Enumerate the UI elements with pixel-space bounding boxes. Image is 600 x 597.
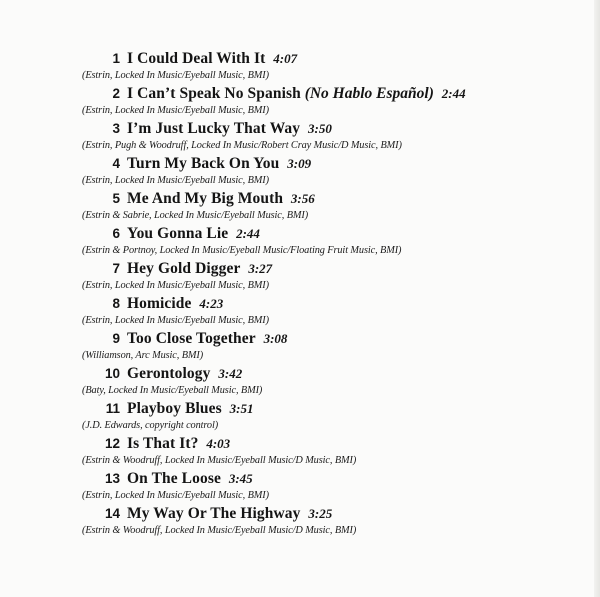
track-title: Me And My Big Mouth [127,190,284,207]
track-time: 2:44 [441,86,466,101]
track-title: Playboy Blues [127,400,222,417]
track-number: 7 [112,261,120,276]
track-title: Too Close Together [127,330,256,347]
track-credit: (Estrin, Pugh & Woodruff, Locked In Music/Robert Cray Music/D Music, BMI) [82,140,402,151]
track-number: 9 [112,331,120,346]
track-credit: (Estrin, Locked In Music/Eyeball Music, BMI) [82,280,269,291]
track-6 [82,225,582,260]
track-number: 12 [104,436,120,451]
track-time: 4:23 [199,296,224,311]
track-10 [82,365,582,400]
track-number: 13 [104,471,120,486]
track-credit: (Estrin, Locked In Music/Eyeball Music, BMI) [82,490,269,501]
track-credit: (Estrin, Locked In Music/Eyeball Music, BMI) [82,175,269,186]
track-credit: (J.D. Edwards, copyright control) [82,420,219,431]
track-time: 3:45 [228,471,253,486]
track-number: 8 [112,296,120,311]
track-title: Homicide [127,295,192,312]
track-credit: (Estrin & Portnoy, Locked In Music/Eyeball Music/Floating Fruit Music, BMI) [82,245,402,256]
track-number: 14 [104,506,120,521]
track-4 [82,155,582,190]
track-1 [82,50,582,85]
track-5 [82,190,582,225]
track-number: 3 [112,121,120,136]
page-edge [594,0,600,597]
track-time: 3:42 [218,366,243,381]
track-time: 3:09 [287,156,312,171]
track-time: 3:08 [263,331,288,346]
track-title: You Gonna Lie [127,225,229,242]
track-2 [82,85,582,120]
track-7 [82,260,582,295]
track-14 [82,505,582,540]
track-credit: (Estrin, Locked In Music/Eyeball Music, BMI) [82,105,269,116]
track-3 [82,120,582,155]
track-number: 4 [112,156,120,171]
track-number: 6 [112,226,120,241]
track-credit: (Estrin, Locked In Music/Eyeball Music, BMI) [82,315,269,326]
track-title: I Could Deal With It [127,50,266,67]
track-credit: (Estrin & Woodruff, Locked In Music/Eyeball Music/D Music, BMI) [82,525,357,536]
track-time: 3:50 [308,121,332,136]
track-13 [82,470,582,505]
track-time: 3:56 [290,191,315,206]
track-time: 3:25 [308,506,333,521]
track-title: I Can’t Speak No Spanish [127,85,301,102]
track-11 [82,400,582,435]
track-title: Hey Gold Digger [127,260,241,277]
track-9 [82,330,582,365]
track-credit: (Estrin & Sabrie, Locked In Music/Eyeball Music, BMI) [82,210,309,221]
track-12 [82,435,582,470]
track-time: 3:51 [229,401,254,416]
track-title: On The Loose [127,470,221,487]
track-8 [82,295,582,330]
track-credit: (Baty, Locked In Music/Eyeball Music, BMI) [82,385,263,396]
track-time: 4:07 [273,51,298,66]
track-title: Is That It? [127,435,199,452]
track-title: I’m Just Lucky That Way [127,120,301,137]
track-title: Gerontology [127,365,211,382]
tracklist [82,50,582,540]
track-credit: (Estrin & Woodruff, Locked In Music/Eyeball Music/D Music, BMI) [82,455,357,466]
track-time: 4:03 [206,436,231,451]
track-number: 2 [112,86,120,101]
track-number: 11 [105,401,120,416]
track-subtitle: (No Hablo Español) [304,85,434,102]
track-credit: (Williamson, Arc Music, BMI) [82,350,204,361]
track-title: My Way Or The Highway [127,505,301,522]
track-number: 1 [112,51,120,66]
track-number: 5 [112,191,120,206]
track-title: Turn My Back On You [127,155,280,172]
track-number: 10 [104,366,120,381]
track-credit: (Estrin, Locked In Music/Eyeball Music, BMI) [82,70,269,81]
track-time: 2:44 [236,226,260,241]
track-time: 3:27 [248,261,273,276]
